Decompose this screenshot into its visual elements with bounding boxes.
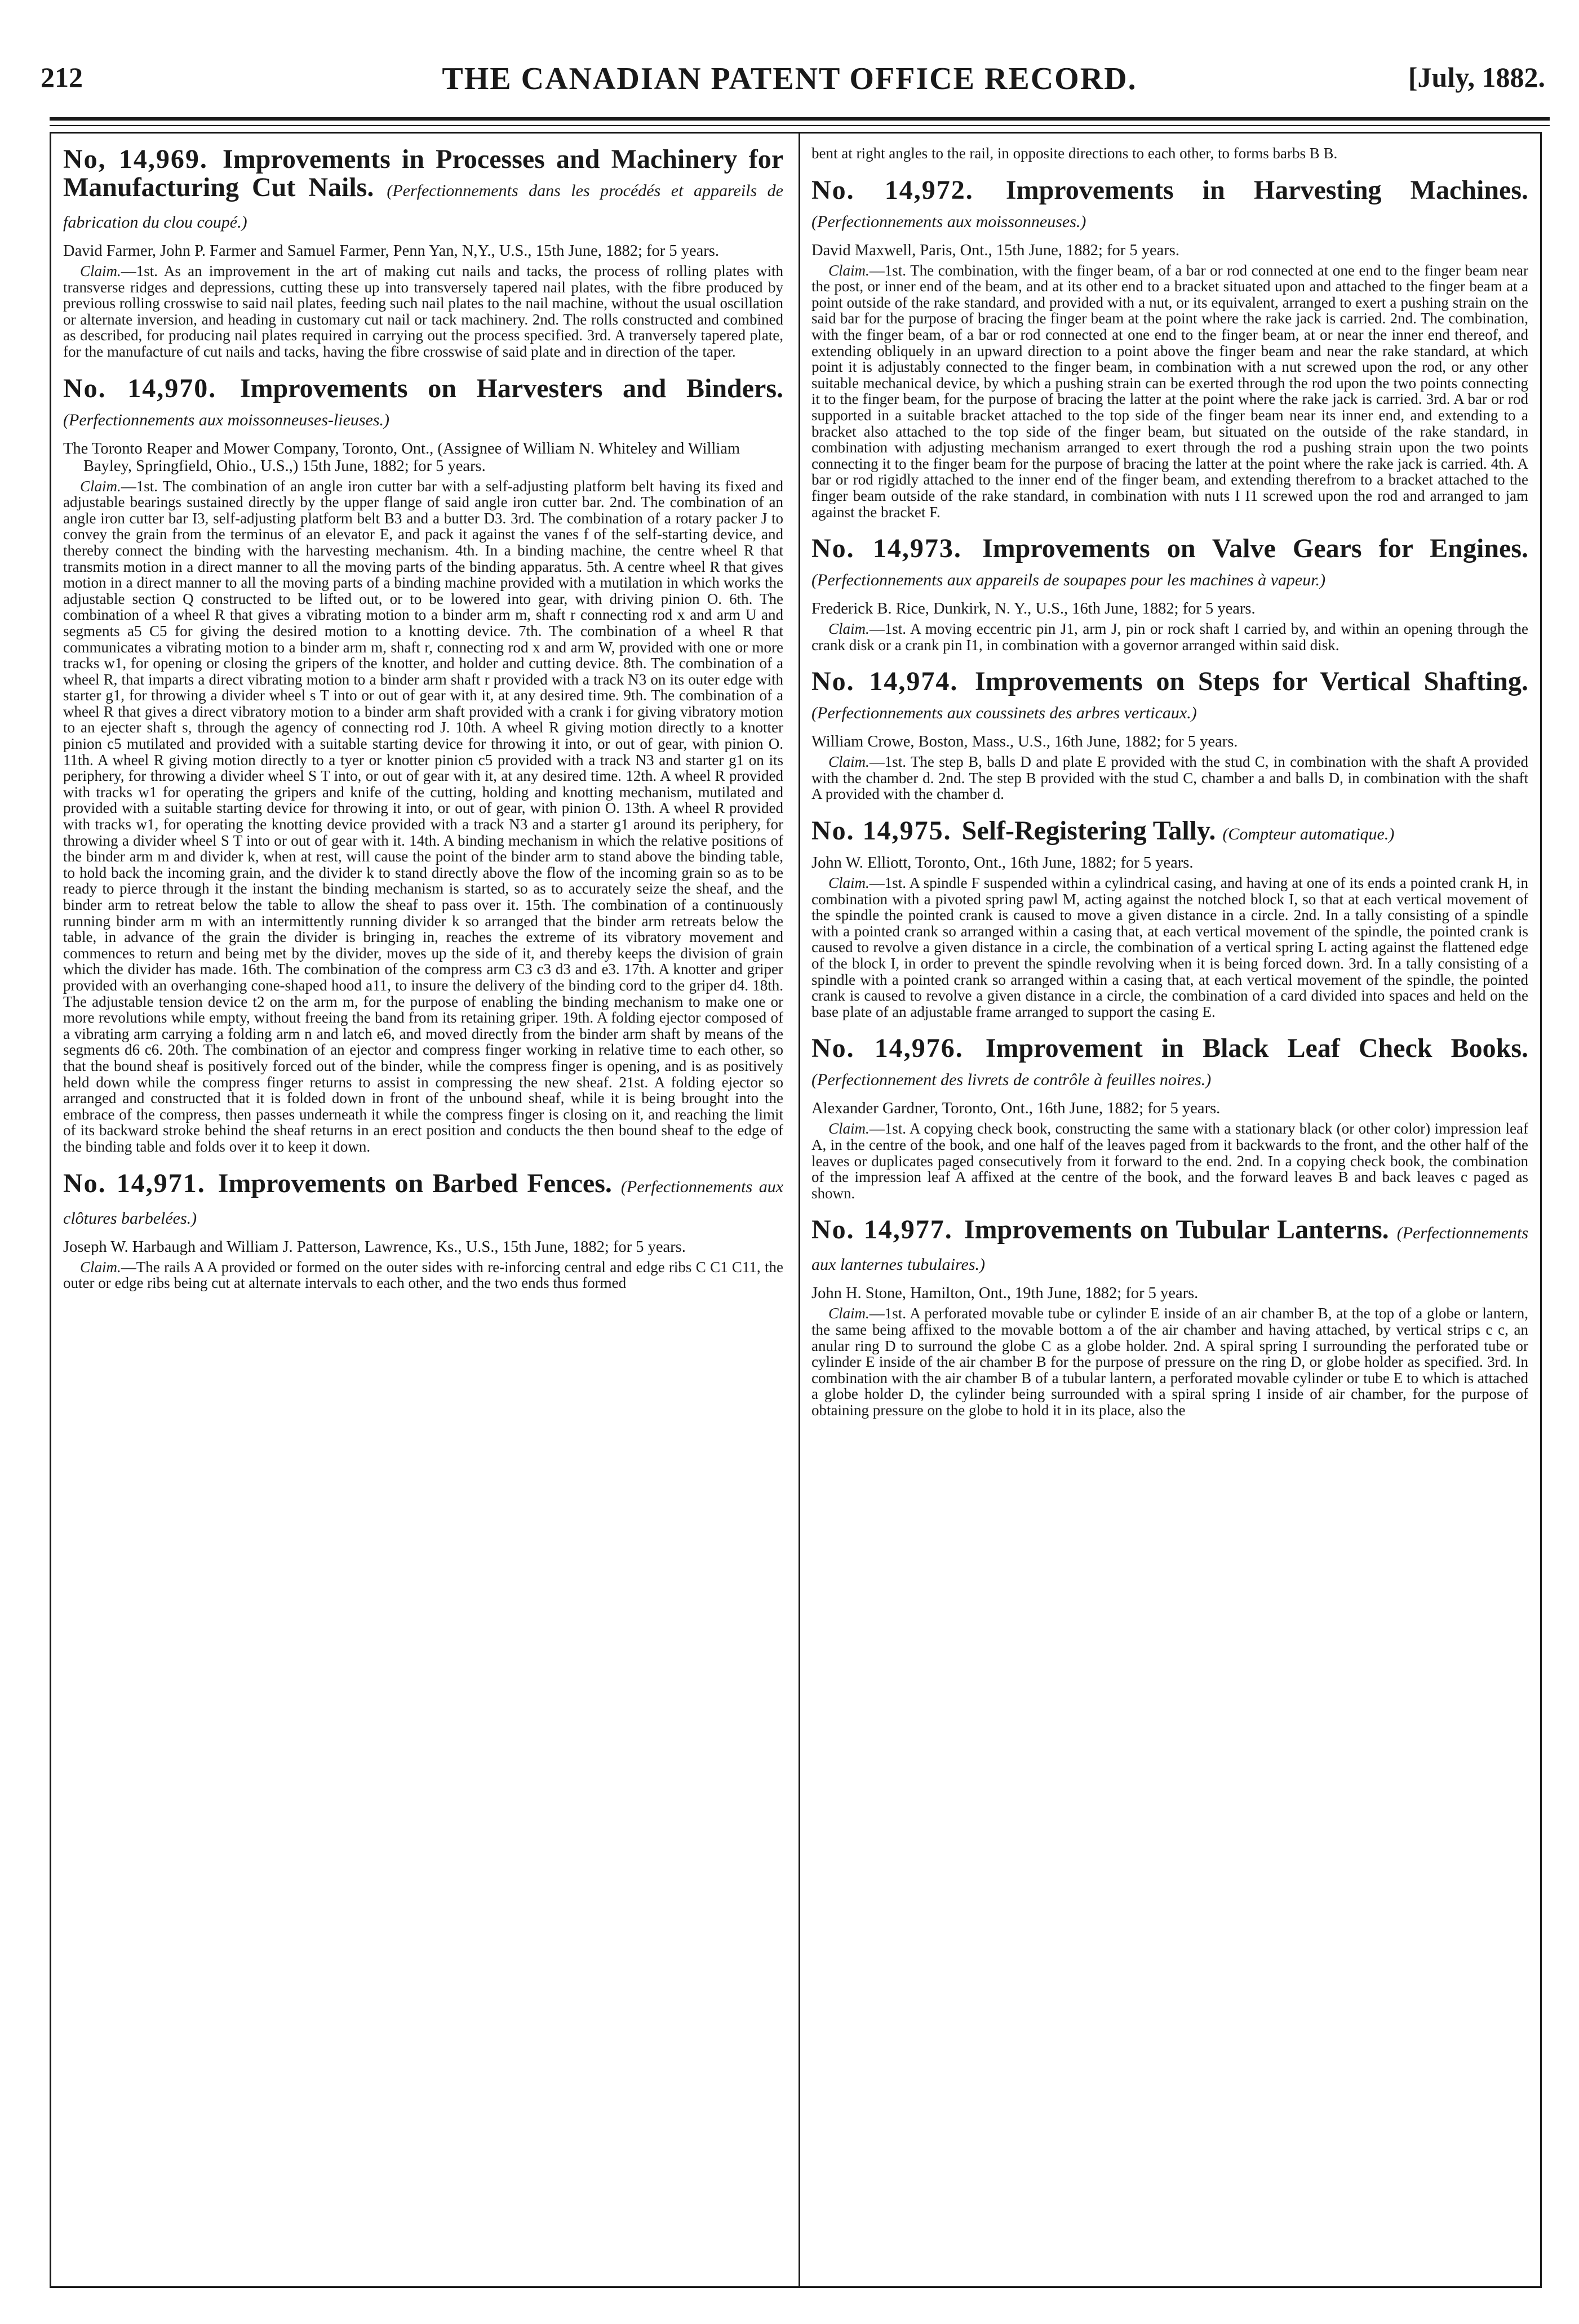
- patent-number: No. 14,974.: [811, 666, 959, 697]
- claim-label: Claim.: [828, 1120, 870, 1137]
- journal-title: THE CANADIAN PATENT OFFICE RECORD.: [442, 61, 1137, 96]
- patentee-line: Frederick B. Rice, Dunkirk, N. Y., U.S., 16th June, 1882; for 5 years.: [811, 600, 1256, 618]
- patent-entry: [811, 1034, 1528, 1201]
- header-rule-thin: [50, 125, 1550, 126]
- claim-label: Claim.: [80, 1258, 121, 1276]
- patent-title: Improvements on Harvesters and Binders.: [239, 373, 783, 403]
- patent-entry: [811, 535, 1528, 653]
- patent-claims: [811, 263, 1528, 521]
- right-column: [811, 145, 1528, 2275]
- patent-number: No. 14,972.: [811, 175, 974, 205]
- patent-title: Improvements in Processes and Machinery for Manufacturing Cut Nails.: [63, 145, 783, 202]
- patentee-line: John H. Stone, Hamilton, Ont., 19th June, 1882; for 5 years.: [811, 1285, 1199, 1303]
- claim-label: Claim.: [80, 263, 121, 279]
- patent-french-title: ( Perfectionnements aux appareils de soupapes pour les machines à vapeur. ): [811, 571, 1325, 589]
- patent-number: No. 14,977.: [811, 1215, 953, 1245]
- patent-claims: [811, 1121, 1528, 1201]
- patent-heading: [63, 145, 783, 237]
- patent-claims: [811, 1305, 1528, 1418]
- patent-claims: [811, 754, 1528, 802]
- patent-french-title: ( Perfectionnements aux moissonneuses. ): [811, 212, 1086, 231]
- patent-claims: [63, 1259, 783, 1291]
- patent-french-title: ( Perfectionnements dans les procédés et appareils de fabrication du clou coupé. ): [63, 181, 783, 232]
- claim-label: Claim.: [80, 477, 121, 495]
- running-header: [0, 61, 1579, 106]
- patent-entry: [63, 145, 783, 360]
- patent-title: Improvements in Harvesting Machines.: [1005, 175, 1528, 205]
- patent-title: Improvements on Barbed Fences.: [218, 1168, 612, 1198]
- patent-entry: [811, 817, 1528, 1020]
- patent-number: No. 14,973.: [811, 534, 962, 564]
- patent-french-title: ( Compteur automatique. ): [1222, 825, 1394, 843]
- claim-label: Claim.: [828, 1305, 870, 1322]
- patent-title: Improvements on Steps for Vertical Shafting.: [975, 666, 1528, 697]
- patentee-line: David Farmer, John P. Farmer and Samuel Farmer, Penn Yan, N,Y., U.S., 15th June, 1882; for 5 years.: [63, 242, 719, 260]
- patent-number: No. 14,970.: [63, 373, 217, 403]
- patent-heading: [811, 176, 1528, 236]
- patent-title: Improvements on Tubular Lanterns.: [964, 1215, 1389, 1245]
- claim-text: —1st. A copying check book, constructing the same with a stationary black (or other color) impression leaf A, in the centre of the book, and one half of the leaves paged from it backwards to the front, and the other half of the leaves or duplicates paged consecutively from it forward to the end. 2nd. In a copying check book, the combination of the impression leaf A affixed at the centre of the book, and the forward leaves B and back leaves c paged as shown.: [811, 1120, 1528, 1202]
- claim-label: Claim.: [828, 261, 870, 279]
- claim-label: Claim.: [828, 620, 870, 638]
- patent-title: Improvement in Black Leaf Check Books.: [985, 1033, 1528, 1064]
- claim-text: —1st. The combination of an angle iron cutter bar with a self-adjusting platform belt having its fixed and adjustable bearings sustained directly by the upper flange of said angle iron cutter bar. 2nd. The combination of an angle iron cutter bar I3, self-adjusting platform belt B3 and a butter D3. 3rd. The combination of a rotary packer J to convey the grain from the terminus of an elevator E, and pack it against the vanes f of the self-starting device, and thereby connect the binding with the harvesting mechanism. 4th. In a binding machine, the centre wheel R that transmits motion in a direct manner to all the moving parts of the binding apparatus. 5th. A centre wheel R that gives motion in a direct manner to all the moving parts of a binding machine provided with a mutilation in which works the adjustable section Q constructed to be lifted out, or to be lowered into gear, with driving pinion O. 6th. The combination of a wheel R that gives a vibrating motion to a binder arm m, shaft r connecting rod x and arm U and segments a5 C5 for giving the desired motion to a knotting device. 7th. The combination of a wheel R that communicates a vibrating motion to a binder arm m, shaft r, connecting rod x and arm W, provided with one or more tracks w1, for opening or closing the gripers of the knotter, and holder and cutting device. 8th. The combination of a wheel R, that imparts a direct vibrating motion to a binder arm shaft r provided with a track N3 on its outer edge with starter g1, for throwing a divider wheel s T into or out of gear with it, at any desired time. 9th. The combination of a wheel R that gives a direct vibratory motion to a binder arm shaft provided with a crank i for giving vibratory motion to an ejecter shaft s, through the agency of connecting rod J. 10th. A wheel R giving motion directly to a knotter pinion c5 mutilated and provided with a suitable starting device for throwing it into, or out of gear, with pinion O. 11th. A wheel R giving motion directly to a tyer or knotter pinion c5 provided with a track N3 and starter g1 on its periphery, for throwing a divider wheel S T into, or out of gear with it, at any desired time. 12th. A wheel R provided with tracks w1 for operating the gripers and knife of the cutting, holding and knotting mechanism, mutilated and provided with a suitable starting device for throwing it into, or out of gear, with pinion O. 13th. A wheel R provided with tracks w1, for operating the knotting device provided with a track N3 and a starter g1 around its periphery, for throwing a divider wheel S T into or out of gear with it. 14th. A binding mechanism in which the relative positions of the binder arm m and divider k, when at rest, will cause the point of the binder arm to stand above the binding table, to hold back the incoming grain, and the divider k to stand directly above the flow of the incoming grain so as to be ready to pierce through it the instant the binding mechanism is started, so as to accurately seize the sheaf, and the binder arm to retreat below the table to allow the sheaf to pass over it. 15th. The combination of a continuously running binder arm m with an intermittently running divider k so arranged that the binder arm retreats below the table, in advance of the grain the divider is bringing in, reaches the extreme of its vibratory movement and commences to return and being met by the divider, moves up the side of it, and thereby keeps the division of grain which the divider has made. 16th. The combination of the compress arm C3 c3 d3 and e3. 17th. A knotter and griper provided with an overhanging cone-shaped hood a11, to insure the delivery of the binding cord to the griper d4. 18th. The adjustable tension device t2 on the arm m, for the purpose of enabling the binding mechanism to make one or more revolutions while empty, without freeing the band from its retaining griper. 19th. A folding ejector composed of a vibrating arm carrying a folding arm n and latch e6, and moved directly from the binder arm shaft by means of the segments d6 c6. 20th. The combination of an ejector and compress finger working in relative time to each other, so that the bound sheaf is positively forced out of the binder, while the compress finger is opening, and is as positively held down while the compress finger returns to assist in compressing the new sheaf. 21st. A folding ejector so arranged and constructed that it is folded down in front of the unbound sheaf, while it is being brought into the embrace of the compress, then passes underneath it while the compress finger is closing on it, and reaching the limit of its backward stroke behind the sheaf returns in an erect position and conducts the then bound sheaf to the edge of the binding table and folds over it to keep it down.: [63, 477, 783, 1155]
- patent-heading: [811, 817, 1528, 848]
- claim-label: Claim.: [828, 753, 870, 771]
- patent-heading: [811, 1216, 1528, 1279]
- patentee-line: Alexander Gardner, Toronto, Ont., 16th June, 1882; for 5 years.: [811, 1100, 1221, 1118]
- patent-entry: [811, 668, 1528, 802]
- patent-entry: [63, 375, 783, 1155]
- claim-label: Claim.: [828, 874, 870, 892]
- patent-title: Improvements on Valve Gears for Engines.: [982, 534, 1528, 564]
- patent-french-title: ( Perfectionnements aux coussinets des arbres verticaux. ): [811, 704, 1197, 722]
- patent-entry: [811, 1216, 1528, 1418]
- claim-text: —1st. A moving eccentric pin J1, arm J, pin or rock shaft I carried by, and within an opening through the crank disk or a crank pin I1, in combination with a governor arranged within said disk.: [811, 620, 1528, 654]
- patent-french-title: ( Perfectionnement des livrets de contrôle à feuilles noires. ): [811, 1070, 1211, 1089]
- patent-claims: [63, 478, 783, 1155]
- patentee-line: Joseph W. Harbaugh and William J. Patterson, Lawrence, Ks., U.S., 15th June, 1882; for 5 years.: [63, 1238, 686, 1256]
- patent-heading: [811, 535, 1528, 594]
- patent-heading: [63, 375, 783, 434]
- patent-number: No. 14,976.: [811, 1033, 964, 1064]
- patent-heading: [63, 1170, 783, 1233]
- header-rule-thick: [50, 117, 1550, 121]
- patent-title: Self-Registering Tally.: [961, 816, 1216, 846]
- patent-entry: [811, 176, 1528, 521]
- patent-claims: [63, 263, 783, 360]
- patent-number: No, 14,969.: [63, 145, 208, 174]
- patentee-line: The Toronto Reaper and Mower Company, Toronto, Ont., (Assignee of William N. Whiteley and William Bayley, Springfield, Ohio., U.S.,) 15th June, 1882; for 5 years.: [63, 439, 740, 475]
- patent-number: No. 14,971.: [63, 1168, 206, 1198]
- continued-claim-text: bent at right angles to the rail, in opposite directions to each other, to forms barbs B B.: [811, 145, 1338, 162]
- page-number: 212: [41, 61, 83, 93]
- issue-date: [July, 1882.: [1408, 61, 1545, 93]
- patentee-line: David Maxwell, Paris, Ont., 15th June, 1882; for 5 years.: [811, 241, 1180, 259]
- patentee-line: John W. Elliott, Toronto, Ont., 16th June, 1882; for 5 years.: [811, 854, 1194, 872]
- patent-number: No. 14,975.: [811, 816, 952, 846]
- claim-text: —1st. The step B, balls D and plate E provided with the stud C, in combination with the shaft A provided with the chamber d. 2nd. The step B provided with the stud C, chamber a and balls D, in combination with the shaft A provided with the chamber d.: [811, 753, 1528, 803]
- patent-heading: [811, 1034, 1528, 1094]
- patent-claims: [811, 621, 1528, 653]
- patent-entry: [63, 1170, 783, 1291]
- claim-text: —1st. The combination, with the finger beam, of a bar or rod connected at one end to the finger beam near the post, or inner end of the beam, and at its other end to a bracket situated upon and attached to the finger beam at a point outside of the rake standard, and provided with a nut, or its equivalent, arranged to exert a pushing strain on the said bar for the purpose of bracing the finger beam at the point where the rake jack is carried. 2nd. The combination, with the finger beam, of a bar or rod connected at one end to the finger beam, at or near the inner end thereof, and extending obliquely in an upward direction to a point above the finger beam and near the rake standard, at which point it is adjustably connected to the finger beam, in combination with a nut screwed upon the rod, or any other suitable mechanical device, by which a pushing strain can be exerted through the rod upon the two points connecting it to the finger beam, for the purpose of bracing the latter at the point where the rake jack is carried. 3rd. A bar or rod supported in a suitable bracket attached to the top side of the finger beam near its inner end, and extending to a bracket also attached to the top side of the finger beam, but situated on the outside of the rake standard, in combination with adjusting mechanism arranged to exert through the rod a pushing strain upon the two points connecting it to the finger beam for the purpose of bracing the latter at the point where the rake jack is carried. 4th. A bar or rod rigidly attached to the inner end of the finger beam, and extending therefrom to a bracket attached to the finger beam outside of the rake standard, in combination with nuts I I1 screwed upon the rod and arranged to jam against the bracket F.: [811, 261, 1528, 521]
- claim-text: —The rails A A provided or formed on the outer sides with re-inforcing central and edge ribs C C1 C11, the outer or edge ribs being cut at alternate intervals to each other, and the two ends thus formed: [63, 1258, 783, 1292]
- claim-text: —1st. A spindle F suspended within a cylindrical casing, and having at one of its ends a pointed crank H, in combination with a pivoted spring pawl M, acting against the notched block I, so that at each vertical movement of the spindle the pointed crank is caused to move a given distance in a circle. 2nd. In a tally consisting of a spindle with a pointed crank so arranged within a casing that, at each vertical movement of the spindle, the pointed crank is caused to revolve a given distance in a circle, the combination of a vertical spring L acting against the flattened edge of the block I, in order to prevent the spindle revolving when it is being forced down. 3rd. In a tally consisting of a spindle with a pointed crank so arranged within a casing that, at each vertical movement of the spindle, the pointed crank is caused to revolve a given distance in a circle, the combination of a card divided into spaces and held on the base plate of an adjustable frame arranged to support the casing E.: [811, 874, 1528, 1020]
- patent-claims: [811, 875, 1528, 1020]
- patent-french-title: ( Perfectionnements aux moissonneuses-lieuses. ): [63, 411, 389, 429]
- patent-french-title: ( Perfectionnements aux clôtures barbelées. ): [63, 1177, 783, 1228]
- patentee-line: William Crowe, Boston, Mass., U.S., 16th June, 1882; for 5 years.: [811, 733, 1238, 751]
- column-divider: [799, 132, 800, 2288]
- left-column: [63, 145, 783, 2275]
- patent-french-title: ( Perfectionnements aux lanternes tubulaires. ): [811, 1224, 1528, 1274]
- claim-text: —1st. A perforated movable tube or cylinder E inside of an air chamber B, at the top of a globe or lantern, the same being affixed to the movable bottom a of the air chamber and having attached, by vertical strips c c, an anular ring D to surround the globe C as a globe holder. 2nd. A spiral spring I surrounding the perforated tube or cylinder E inside of the air chamber B for the purpose of pressure on the ring D, or globe holder as specified. 3rd. In combination with the air chamber B of a tubular lantern, a perforated movable cylinder or tube E to which is attached a globe holder D, the cylinder being surrounded with a spiral spring I inside of air chamber, for the purpose of obtaining pressure on the globe to hold it in its place, also the: [811, 1305, 1528, 1419]
- patent-heading: [811, 668, 1528, 727]
- claim-text: —1st. As an improvement in the art of making cut nails and tacks, the process of rolling plates with transverse ridges and depressions, cutting these up into transversely tapered nail plates, with the fibre produced by previous rolling crosswise to said nail plates, feeding such nail plates to the nail machine, without the usual oscillation or alternate inversion, and heading in customary cut nail or tack machinery. 2nd. The rolls constructed and combined as described, for producing nail plates required in carrying out the process specified. 3rd. A tranversely tapered plate, for the manufacture of cut nails and tacks, having the fibre crosswise of said plate and in direction of the taper.: [63, 263, 783, 360]
